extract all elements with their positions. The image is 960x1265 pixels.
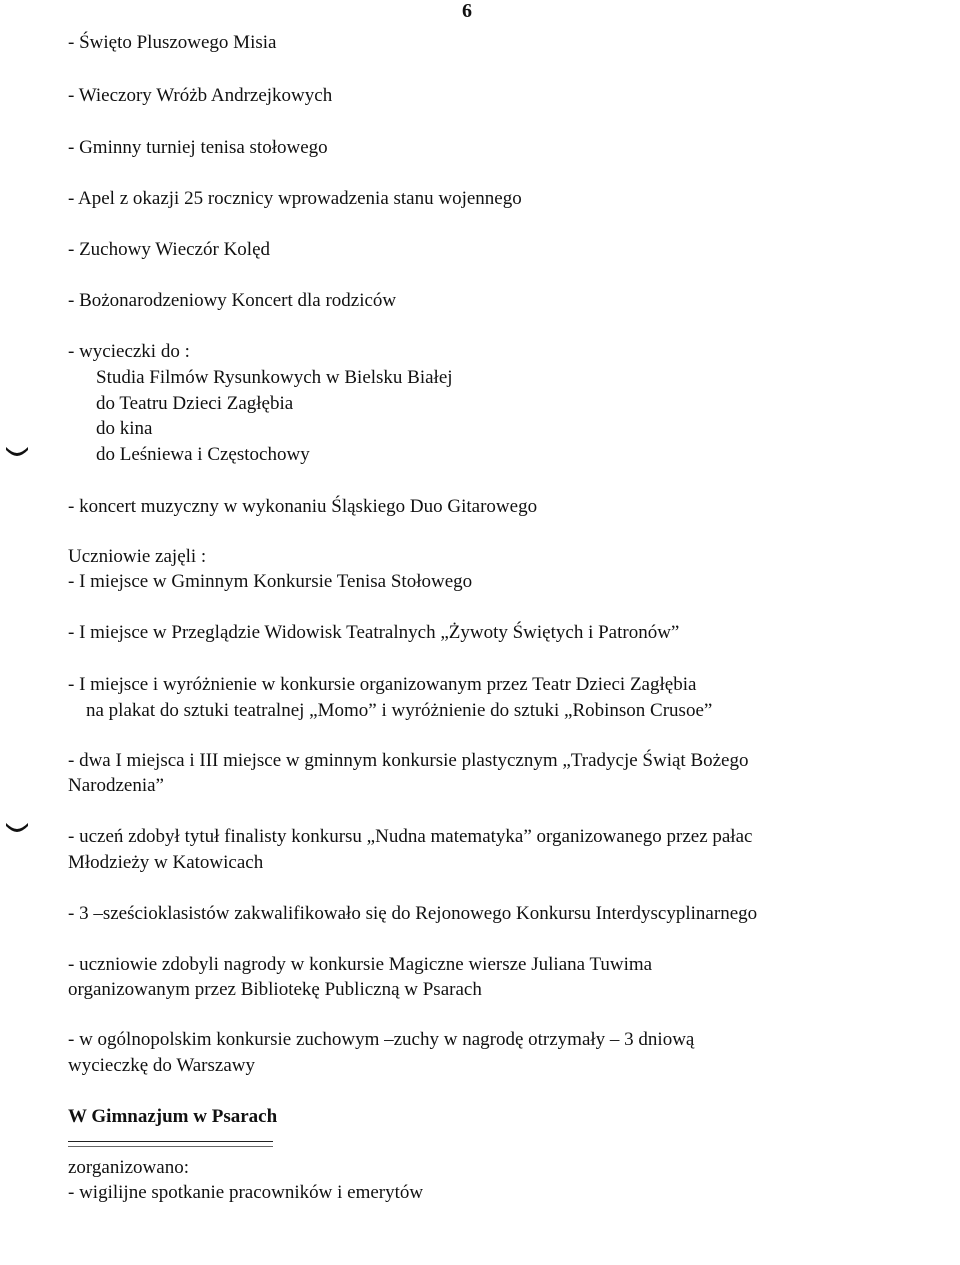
list-item: - I miejsce w Przeglądzie Widowisk Teatralnych „Żywoty Świętych i Patronów” [68, 622, 680, 643]
list-item: - Apel z okazji 25 rocznicy wprowadzenia stanu wojennego [68, 188, 522, 209]
list-item: - Święto Pluszowego Misia [68, 32, 277, 53]
list-item: - Gminny turniej tenisa stołowego [68, 137, 328, 158]
page-number: 6 [462, 0, 472, 22]
section-label: Uczniowie zajęli : [68, 546, 207, 567]
list-item: - wycieczki do : [68, 341, 190, 362]
margin-mark-icon [4, 444, 30, 458]
list-item: - w ogólnopolskim konkursie zuchowym –zuchy w nagrodę otrzymały – 3 dniową [68, 1029, 695, 1050]
section-label: zorganizowano: [68, 1157, 189, 1178]
list-item: - uczeń zdobył tytuł finalisty konkursu „Nudna matematyka” organizowanego przez pałac [68, 826, 753, 847]
list-subitem: do Teatru Dzieci Zagłębia [96, 393, 294, 414]
margin-mark-icon [4, 820, 30, 834]
list-subitem: Studia Filmów Rysunkowych w Bielsku Białej [96, 367, 453, 388]
list-item: - Wieczory Wróżb Andrzejkowych [68, 85, 333, 106]
list-item: - 3 –sześcioklasistów zakwalifikowało się do Rejonowego Konkursu Interdyscyplinarnego [68, 903, 758, 924]
list-item: - I miejsce i wyróżnienie w konkursie organizowanym przez Teatr Dzieci Zagłębia [68, 674, 697, 695]
list-item: - koncert muzyczny w wykonaniu Śląskiego Duo Gitarowego [68, 496, 538, 517]
list-item-continuation: wycieczkę do Warszawy [68, 1055, 255, 1076]
list-subitem: do kina [96, 418, 153, 439]
list-item-continuation: na plakat do sztuki teatralnej „Momo” i wyróżnienie do sztuki „Robinson Crusoe” [86, 700, 713, 721]
heading-underline [68, 1141, 273, 1142]
list-item: - Zuchowy Wieczór Kolęd [68, 239, 271, 260]
list-item: - uczniowie zdobyli nagrody w konkursie Magiczne wiersze Juliana Tuwima [68, 954, 653, 975]
list-item-continuation: Narodzenia” [68, 775, 164, 796]
list-item-continuation: organizowanym przez Bibliotekę Publiczną w Psarach [68, 979, 482, 1000]
list-item: - dwa I miejsca i III miejsce w gminnym konkursie plastycznym „Tradycje Świąt Bożego [68, 750, 749, 771]
list-subitem: do Leśniewa i Częstochowy [96, 444, 310, 465]
list-item-continuation: Młodzieży w Katowicach [68, 852, 264, 873]
section-heading: W Gimnazjum w Psarach [68, 1106, 278, 1127]
list-item: - I miejsce w Gminnym Konkursie Tenisa Stołowego [68, 571, 473, 592]
heading-underline-second [68, 1146, 273, 1147]
list-item: - wigilijne spotkanie pracowników i emerytów [68, 1182, 424, 1203]
list-item: - Bożonarodzeniowy Koncert dla rodziców [68, 290, 397, 311]
